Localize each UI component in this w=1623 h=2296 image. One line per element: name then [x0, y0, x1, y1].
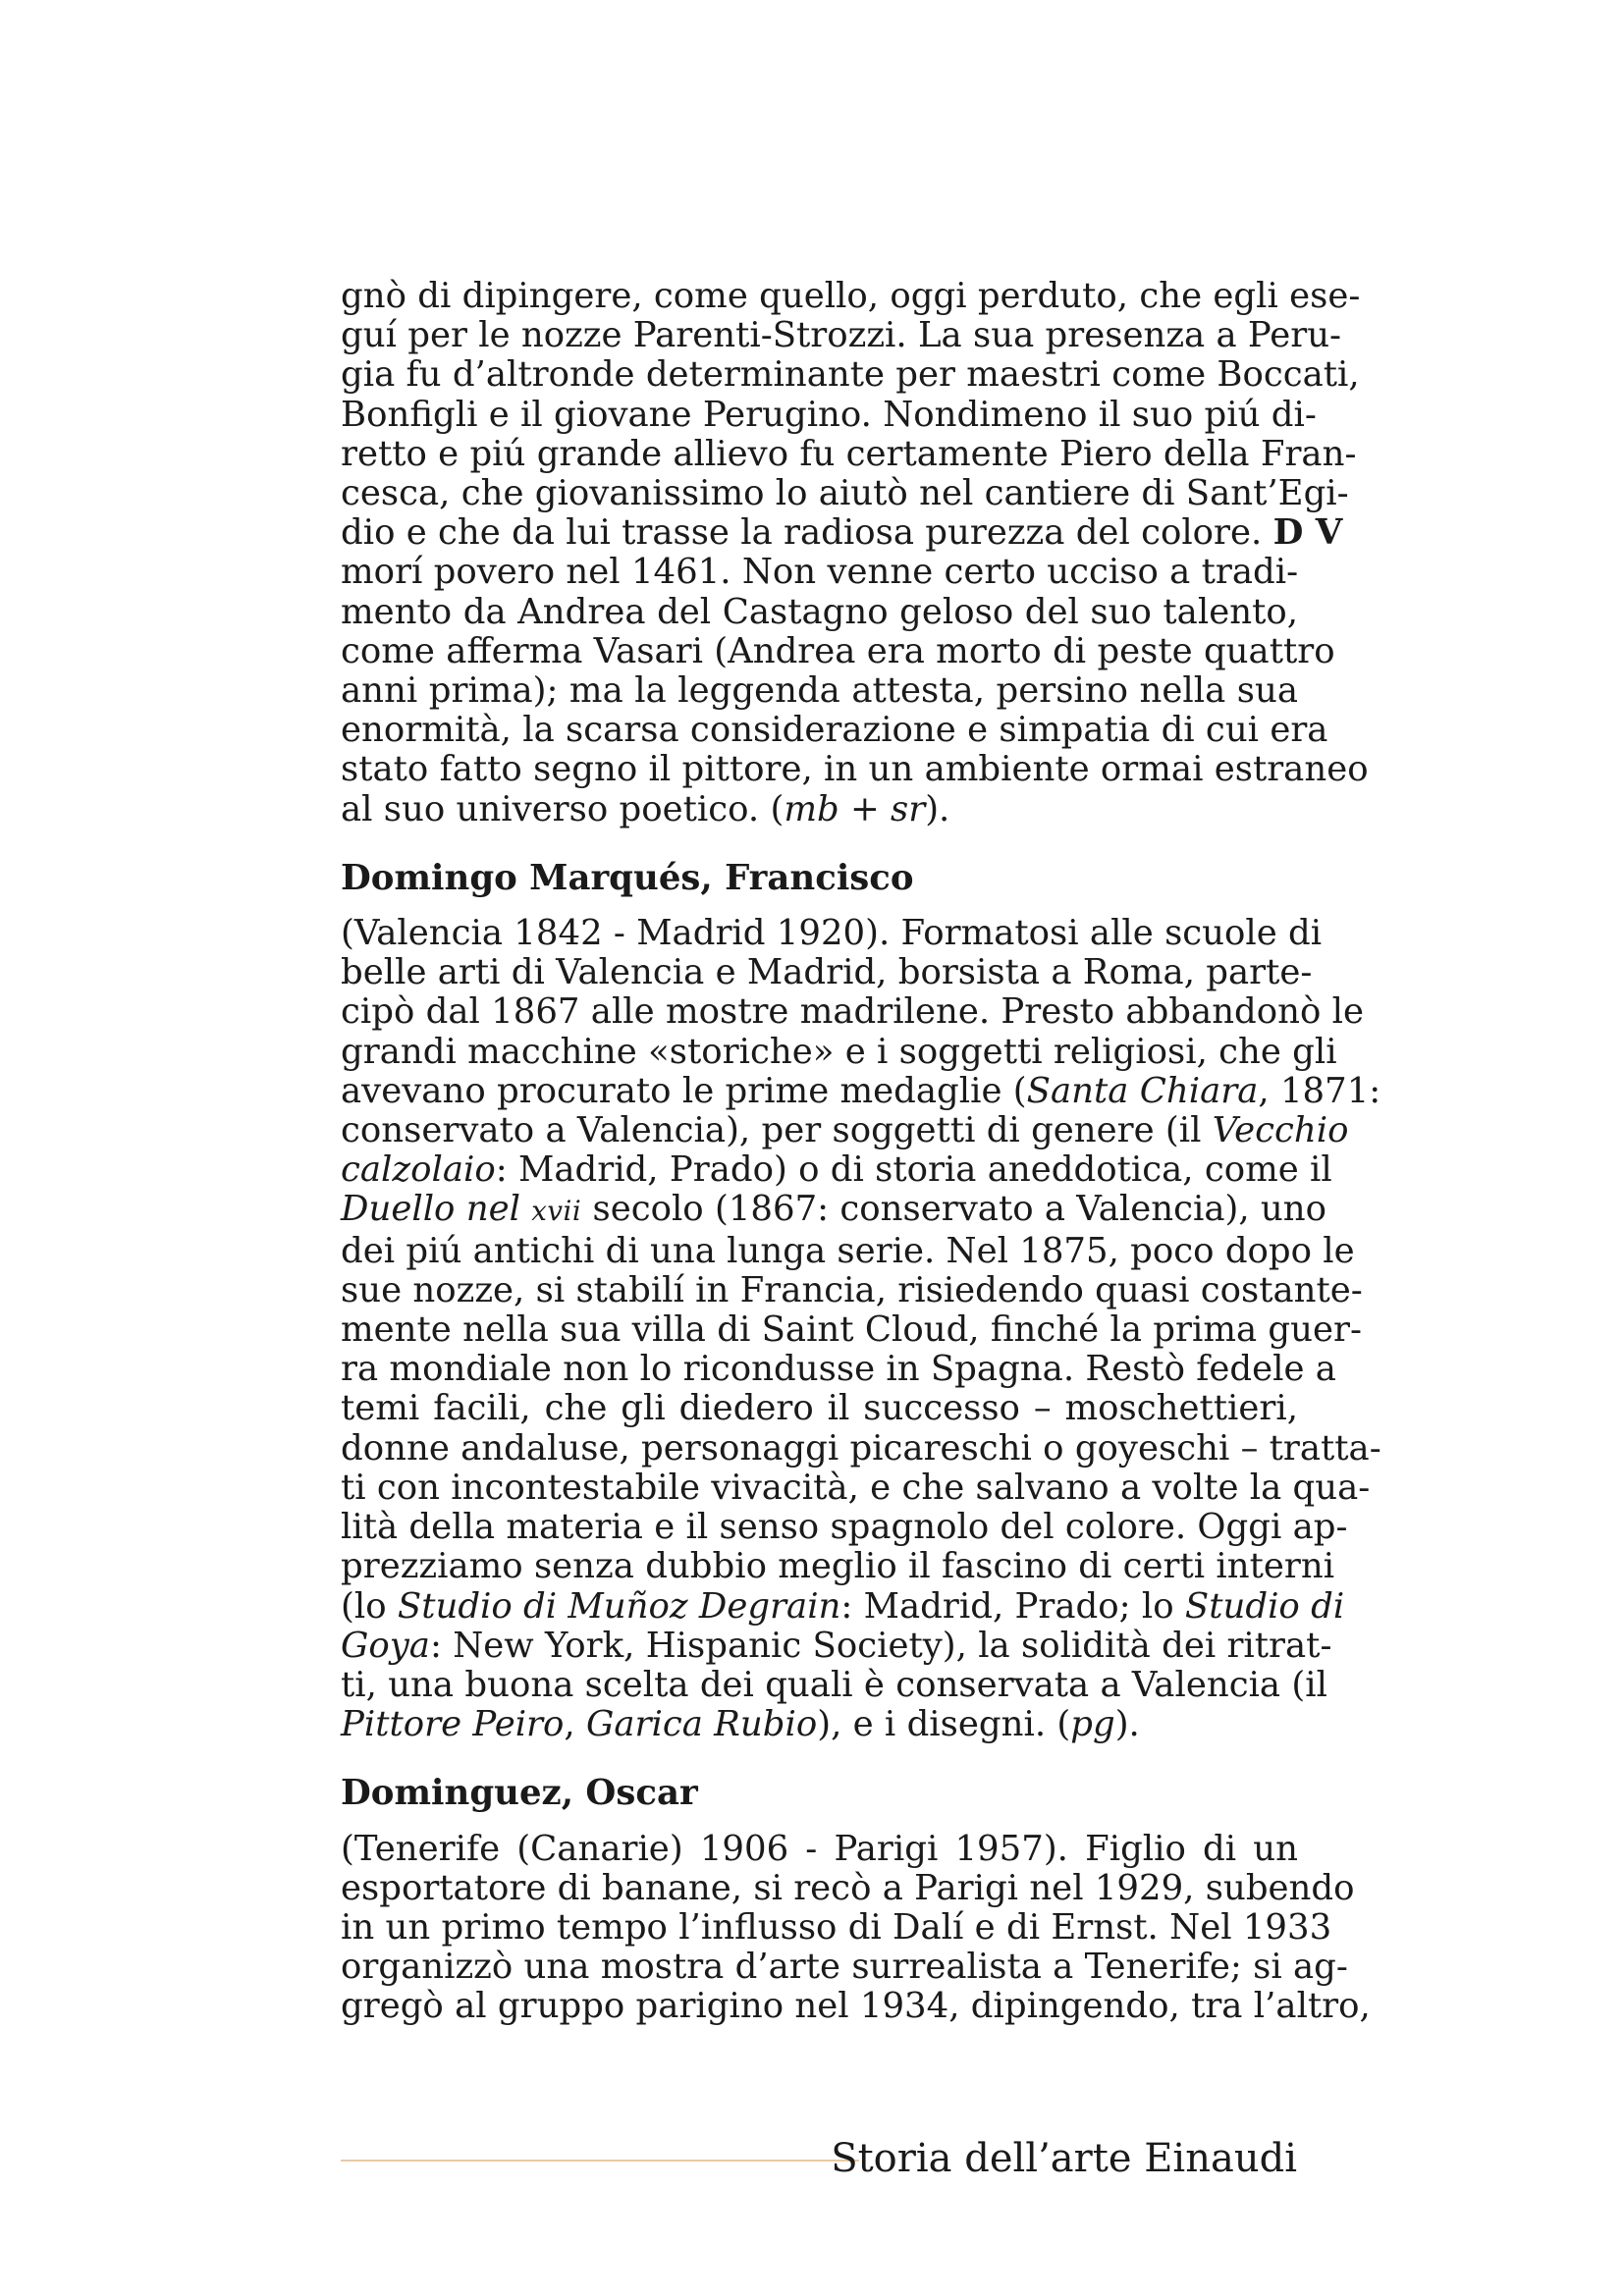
text-run: (Tenerife (Canarie) 1906 - Parigi 1957). Figlio di un [341, 1828, 1298, 1869]
text-line [341, 952, 1313, 993]
italic-title: Santa Chiara [1026, 1070, 1259, 1111]
text-line [341, 1867, 1355, 1908]
text-run: donne andaluse, personaggi picareschi o goyeschi – tratta- [341, 1427, 1381, 1468]
text-run: , [564, 1704, 586, 1745]
author-initials: D V [1272, 512, 1343, 554]
text-line [341, 433, 1357, 474]
italic-title: Duello nel [341, 1189, 532, 1230]
text-line [341, 315, 1342, 356]
text-line [341, 354, 1360, 396]
italic-title: Vecchio [1212, 1110, 1349, 1151]
text-run: : Madrid, Prado) o di storia aneddotica, come il [495, 1149, 1332, 1191]
text-run: enormità, la scarsa considerazione e simpatia di cui era [341, 710, 1328, 751]
footer [0, 2130, 1623, 2189]
text-run: mento da Andrea del Castagno geloso del suo talento, [341, 591, 1298, 632]
text-run: ), e i disegni. ( [817, 1704, 1071, 1745]
entry-spacer [341, 829, 1298, 859]
text-line [341, 913, 1323, 954]
text-line [341, 1230, 1355, 1271]
text-run: morí povero nel 1461. Non venne certo ucciso a tradi- [341, 552, 1299, 593]
italic-title: Garica Rubio [585, 1704, 818, 1745]
text-line [341, 1189, 1326, 1231]
footer-rule [341, 2160, 859, 2162]
text-run: ). [1114, 1704, 1140, 1745]
text-run: avevano procurato le prime medaglie ( [341, 1070, 1027, 1111]
footer-title: Storia dell’arte Einaudi [831, 2136, 1297, 2181]
text-line [341, 630, 1335, 671]
entry-heading: Domingo Marqués, Francisco [341, 857, 914, 898]
text-run: dei piú antichi di una lunga serie. Nel 1875, poco dopo le [341, 1230, 1355, 1271]
text-line [341, 1070, 1381, 1111]
text-line [341, 1309, 1362, 1351]
text-line [341, 1389, 1298, 1428]
text-run: conservato a Valencia), per soggetti di genere (il [341, 1110, 1213, 1151]
text-line [341, 1269, 1363, 1310]
text-run: ). [925, 788, 950, 829]
text-line [341, 394, 1317, 435]
entry-spacer [341, 1744, 1298, 1774]
text-line [341, 1625, 1332, 1666]
text-line [341, 1947, 1348, 1988]
text-run: come afferma Vasari (Andrea era morto di peste quattro [341, 630, 1335, 671]
text-run: anni prima); ma la leggenda attesta, persino nella sua [341, 670, 1298, 712]
italic-title: Pittore Peiro [341, 1704, 565, 1745]
text-line [341, 1427, 1381, 1468]
text-run: guí per le nozze Parenti-Strozzi. La sua presenza a Peru- [341, 315, 1342, 356]
text-line [341, 1705, 1298, 1744]
text-line [341, 1664, 1327, 1705]
text-run: (lo [341, 1585, 398, 1627]
italic-title: calzolaio [341, 1149, 496, 1191]
text-line [341, 1349, 1336, 1390]
text-line [341, 1110, 1349, 1151]
text-line [341, 749, 1369, 790]
text-run: cesca, che giovanissimo lo aiutò nel cantiere di Sant’Egi- [341, 473, 1349, 514]
text-run: gia fu d’altronde determinante per maestri come Boccati, [341, 354, 1360, 396]
text-line [341, 1507, 1348, 1548]
text-line [341, 1546, 1335, 1587]
text-run: al suo universo poetico. ( [341, 788, 784, 829]
text-run: gnò di dipingere, come quello, oggi perduto, che egli ese- [341, 276, 1361, 316]
text-line [341, 1031, 1337, 1072]
italic-title: pg [1070, 1704, 1115, 1745]
text-run: temi facili, che gli diedero il successo – moschettieri, [341, 1388, 1298, 1429]
intro-paragraph [341, 276, 1369, 829]
text-run: gregò al gruppo parigino nel 1934, dipingendo, tra l’altro, [341, 1986, 1371, 2027]
italic-title: Studio di [1184, 1585, 1345, 1627]
small-caps: xvii [531, 1195, 582, 1228]
author-initials: mb + sr [784, 788, 926, 829]
text-run: lità della materia e il senso spagnolo del colore. Oggi ap- [341, 1507, 1348, 1548]
text-run: , 1871: [1258, 1070, 1381, 1111]
text-line [341, 1830, 1298, 1869]
text-run: stato fatto segno il pittore, in un ambiente ormai estraneo [341, 749, 1369, 790]
text-line [341, 710, 1328, 751]
text-line [341, 553, 1298, 592]
text-line [341, 671, 1298, 711]
text-line [341, 473, 1349, 514]
entry-heading: Dominguez, Oscar [341, 1773, 698, 1814]
text-run: : New York, Hispanic Society), la solidità dei ritrat- [429, 1625, 1332, 1666]
text-run: sue nozze, si stabilí in Francia, risiedendo quasi costante- [341, 1269, 1363, 1310]
text-line [341, 1585, 1345, 1627]
text-run: ti con incontestabile vivacità, e che salvano a volte la qua- [341, 1467, 1371, 1508]
text-line [341, 512, 1343, 554]
text-line [341, 276, 1361, 316]
text-line [341, 1149, 1332, 1191]
text-line [341, 1906, 1332, 1948]
text-run: in un primo tempo l’influsso di Dalí e di Ernst. Nel 1933 [341, 1906, 1332, 1948]
text-line [341, 790, 1298, 829]
text-run: retto e piú grande allievo fu certamente Piero della Fran- [341, 433, 1357, 474]
text-line [341, 991, 1365, 1033]
text-run: mente nella sua villa di Saint Cloud, finché la prima guer- [341, 1309, 1362, 1351]
body-text [341, 276, 1381, 2027]
text-run: cipò dal 1867 alle mostre madrilene. Presto abbandonò le [341, 991, 1365, 1033]
text-line [341, 1986, 1371, 2027]
text-run: grandi macchine «storiche» e i soggetti religiosi, che gli [341, 1031, 1337, 1072]
text-run: secolo (1867: conservato a Valencia), uno [581, 1189, 1326, 1230]
text-run: Bonfigli e il giovane Perugino. Nondimeno il suo piú di- [341, 394, 1317, 435]
italic-title: Studio di Muñoz Degrain [397, 1585, 841, 1627]
text-run: organizzò una mostra d’arte surrealista a Tenerife; si ag- [341, 1947, 1348, 1988]
text-run: belle arti di Valencia e Madrid, borsista a Roma, parte- [341, 952, 1313, 993]
text-run: : Madrid, Prado; lo [840, 1585, 1185, 1627]
text-run: ra mondiale non lo ricondusse in Spagna. Restò fedele a [341, 1349, 1336, 1390]
text-line [341, 593, 1298, 632]
text-line [341, 1467, 1371, 1508]
text-run: (Valencia 1842 - Madrid 1920). Formatosi alle scuole di [341, 913, 1323, 954]
entries [341, 829, 1381, 2027]
text-run: prezziamo senza dubbio meglio il fascino di certi interni [341, 1546, 1335, 1587]
italic-title: Goya [341, 1625, 430, 1666]
text-run: ti, una buona scelta dei quali è conservata a Valencia (il [341, 1664, 1327, 1705]
text-run: dio e che da lui trasse la radiosa purezza del colore. [341, 512, 1273, 554]
text-run: esportatore di banane, si recò a Parigi nel 1929, subendo [341, 1867, 1355, 1908]
